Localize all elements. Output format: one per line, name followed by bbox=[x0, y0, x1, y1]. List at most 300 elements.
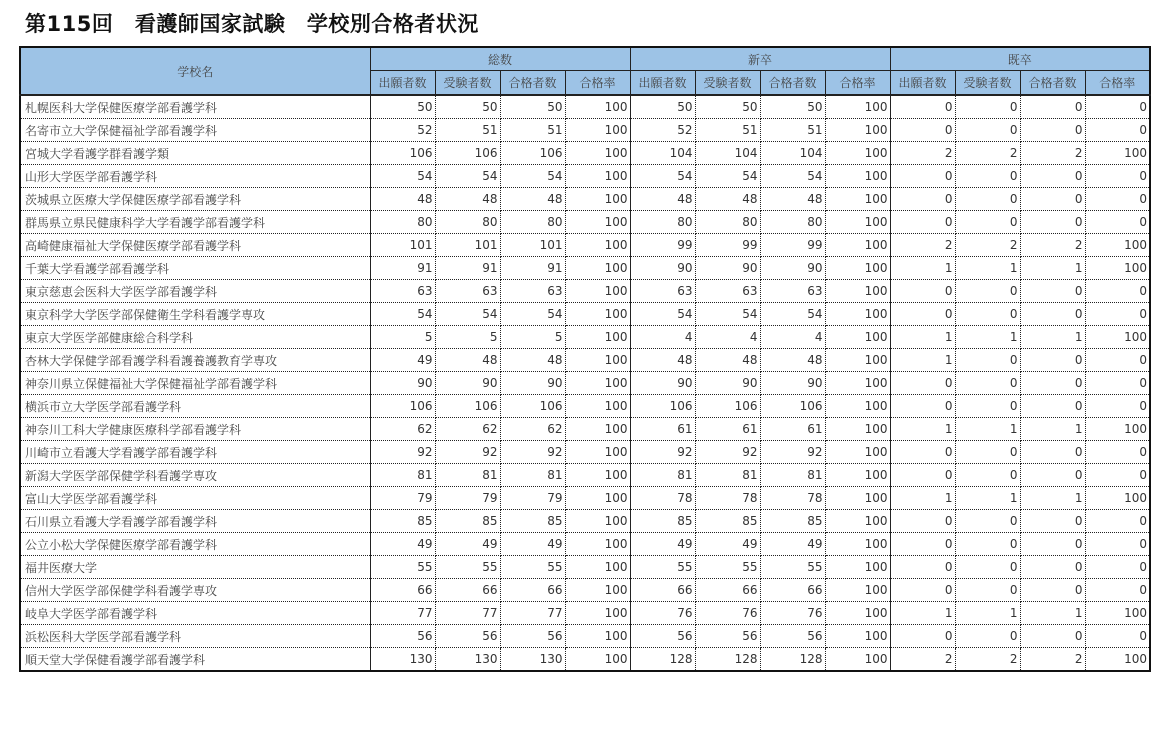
total-examinees-cell: 63 bbox=[435, 280, 500, 303]
new-passers-cell: 78 bbox=[760, 487, 825, 510]
new-pass-rate-cell: 100 bbox=[825, 95, 890, 119]
school-name-cell: 名寄市立大学保健福祉学部看護学科 bbox=[20, 119, 370, 142]
prev-passers-cell: 1 bbox=[1020, 487, 1085, 510]
new-applicants-cell: 56 bbox=[630, 625, 695, 648]
prev-examinees-cell: 0 bbox=[955, 533, 1020, 556]
total-applicants-cell: 101 bbox=[370, 234, 435, 257]
prev-applicants-cell: 0 bbox=[890, 533, 955, 556]
prev-passers-cell: 0 bbox=[1020, 372, 1085, 395]
total-examinees-cell: 51 bbox=[435, 119, 500, 142]
prev-applicants-cell: 0 bbox=[890, 510, 955, 533]
new-applicants-cell: 50 bbox=[630, 95, 695, 119]
school-name-header: 学校名 bbox=[20, 47, 370, 95]
total-examinees-cell: 48 bbox=[435, 349, 500, 372]
total-applicants-cell: 49 bbox=[370, 533, 435, 556]
table-row bbox=[20, 234, 1150, 257]
total-pass-rate-cell: 100 bbox=[565, 280, 630, 303]
school-name-cell: 岐阜大学医学部看護学科 bbox=[20, 602, 370, 625]
new-applicants-cell: 49 bbox=[630, 533, 695, 556]
new-applicants-cell: 99 bbox=[630, 234, 695, 257]
new-pass-rate-cell: 100 bbox=[825, 487, 890, 510]
table-row bbox=[20, 510, 1150, 533]
column-header-previous-grad-examinees: 受験者数 bbox=[955, 71, 1020, 96]
new-applicants-cell: 90 bbox=[630, 257, 695, 280]
prev-passers-cell: 0 bbox=[1020, 510, 1085, 533]
new-examinees-cell: 76 bbox=[695, 602, 760, 625]
new-pass-rate-cell: 100 bbox=[825, 326, 890, 349]
total-passers-cell: 101 bbox=[500, 234, 565, 257]
new-pass-rate-cell: 100 bbox=[825, 602, 890, 625]
column-header-total-pass-rate: 合格率 bbox=[565, 71, 630, 96]
prev-examinees-cell: 0 bbox=[955, 579, 1020, 602]
prev-passers-cell: 2 bbox=[1020, 648, 1085, 672]
total-applicants-cell: 130 bbox=[370, 648, 435, 672]
prev-passers-cell: 0 bbox=[1020, 349, 1085, 372]
prev-examinees-cell: 0 bbox=[955, 556, 1020, 579]
total-examinees-cell: 81 bbox=[435, 464, 500, 487]
total-pass-rate-cell: 100 bbox=[565, 464, 630, 487]
new-applicants-cell: 52 bbox=[630, 119, 695, 142]
table-row bbox=[20, 349, 1150, 372]
prev-pass-rate-cell: 100 bbox=[1085, 326, 1150, 349]
new-examinees-cell: 99 bbox=[695, 234, 760, 257]
new-pass-rate-cell: 100 bbox=[825, 280, 890, 303]
prev-pass-rate-cell: 100 bbox=[1085, 487, 1150, 510]
total-passers-cell: 90 bbox=[500, 372, 565, 395]
total-pass-rate-cell: 100 bbox=[565, 95, 630, 119]
total-examinees-cell: 49 bbox=[435, 533, 500, 556]
column-header-total-examinees: 受験者数 bbox=[435, 71, 500, 96]
new-pass-rate-cell: 100 bbox=[825, 257, 890, 280]
new-passers-cell: 48 bbox=[760, 188, 825, 211]
prev-examinees-cell: 0 bbox=[955, 303, 1020, 326]
new-pass-rate-cell: 100 bbox=[825, 579, 890, 602]
prev-examinees-cell: 0 bbox=[955, 119, 1020, 142]
prev-examinees-cell: 0 bbox=[955, 95, 1020, 119]
total-passers-cell: 130 bbox=[500, 648, 565, 672]
prev-applicants-cell: 0 bbox=[890, 464, 955, 487]
table-row bbox=[20, 142, 1150, 165]
total-passers-cell: 50 bbox=[500, 95, 565, 119]
new-passers-cell: 61 bbox=[760, 418, 825, 441]
column-header-total-passers: 合格者数 bbox=[500, 71, 565, 96]
new-pass-rate-cell: 100 bbox=[825, 648, 890, 672]
table-row bbox=[20, 487, 1150, 510]
new-examinees-cell: 128 bbox=[695, 648, 760, 672]
prev-passers-cell: 0 bbox=[1020, 303, 1085, 326]
group-header-previous-grad: 既卒 bbox=[890, 47, 1150, 71]
new-passers-cell: 81 bbox=[760, 464, 825, 487]
total-applicants-cell: 54 bbox=[370, 165, 435, 188]
prev-applicants-cell: 0 bbox=[890, 441, 955, 464]
school-name-cell: 東京慈恵会医科大学医学部看護学科 bbox=[20, 280, 370, 303]
new-applicants-cell: 48 bbox=[630, 349, 695, 372]
total-applicants-cell: 92 bbox=[370, 441, 435, 464]
school-name-cell: 順天堂大学保健看護学部看護学科 bbox=[20, 648, 370, 672]
total-applicants-cell: 48 bbox=[370, 188, 435, 211]
prev-passers-cell: 1 bbox=[1020, 326, 1085, 349]
total-examinees-cell: 91 bbox=[435, 257, 500, 280]
prev-pass-rate-cell: 0 bbox=[1085, 510, 1150, 533]
new-examinees-cell: 104 bbox=[695, 142, 760, 165]
new-passers-cell: 51 bbox=[760, 119, 825, 142]
new-examinees-cell: 61 bbox=[695, 418, 760, 441]
prev-pass-rate-cell: 0 bbox=[1085, 556, 1150, 579]
total-passers-cell: 80 bbox=[500, 211, 565, 234]
new-applicants-cell: 104 bbox=[630, 142, 695, 165]
school-name-cell: 公立小松大学保健医療学部看護学科 bbox=[20, 533, 370, 556]
new-applicants-cell: 92 bbox=[630, 441, 695, 464]
prev-passers-cell: 2 bbox=[1020, 142, 1085, 165]
table-row bbox=[20, 556, 1150, 579]
prev-applicants-cell: 1 bbox=[890, 257, 955, 280]
new-pass-rate-cell: 100 bbox=[825, 395, 890, 418]
new-applicants-cell: 128 bbox=[630, 648, 695, 672]
new-applicants-cell: 54 bbox=[630, 165, 695, 188]
prev-applicants-cell: 0 bbox=[890, 303, 955, 326]
total-pass-rate-cell: 100 bbox=[565, 533, 630, 556]
new-applicants-cell: 78 bbox=[630, 487, 695, 510]
prev-pass-rate-cell: 0 bbox=[1085, 464, 1150, 487]
total-pass-rate-cell: 100 bbox=[565, 625, 630, 648]
total-passers-cell: 54 bbox=[500, 303, 565, 326]
group-header-new-grad: 新卒 bbox=[630, 47, 890, 71]
prev-applicants-cell: 0 bbox=[890, 556, 955, 579]
school-name-cell: 富山大学医学部看護学科 bbox=[20, 487, 370, 510]
total-pass-rate-cell: 100 bbox=[565, 349, 630, 372]
total-examinees-cell: 79 bbox=[435, 487, 500, 510]
new-examinees-cell: 54 bbox=[695, 165, 760, 188]
column-header-previous-grad-pass-rate: 合格率 bbox=[1085, 71, 1150, 96]
prev-examinees-cell: 2 bbox=[955, 142, 1020, 165]
prev-pass-rate-cell: 0 bbox=[1085, 395, 1150, 418]
total-examinees-cell: 55 bbox=[435, 556, 500, 579]
prev-passers-cell: 0 bbox=[1020, 165, 1085, 188]
new-passers-cell: 80 bbox=[760, 211, 825, 234]
total-passers-cell: 79 bbox=[500, 487, 565, 510]
new-passers-cell: 104 bbox=[760, 142, 825, 165]
prev-examinees-cell: 1 bbox=[955, 487, 1020, 510]
total-passers-cell: 48 bbox=[500, 349, 565, 372]
school-name-cell: 東京科学大学医学部保健衛生学科看護学専攻 bbox=[20, 303, 370, 326]
total-applicants-cell: 49 bbox=[370, 349, 435, 372]
table-row bbox=[20, 464, 1150, 487]
total-examinees-cell: 106 bbox=[435, 142, 500, 165]
prev-pass-rate-cell: 0 bbox=[1085, 533, 1150, 556]
prev-examinees-cell: 0 bbox=[955, 372, 1020, 395]
prev-applicants-cell: 0 bbox=[890, 395, 955, 418]
total-pass-rate-cell: 100 bbox=[565, 441, 630, 464]
prev-applicants-cell: 0 bbox=[890, 579, 955, 602]
prev-examinees-cell: 1 bbox=[955, 326, 1020, 349]
school-name-cell: 山形大学医学部看護学科 bbox=[20, 165, 370, 188]
total-pass-rate-cell: 100 bbox=[565, 234, 630, 257]
school-name-cell: 神奈川県立保健福祉大学保健福祉学部看護学科 bbox=[20, 372, 370, 395]
school-name-cell: 石川県立看護大学看護学部看護学科 bbox=[20, 510, 370, 533]
new-examinees-cell: 80 bbox=[695, 211, 760, 234]
total-examinees-cell: 85 bbox=[435, 510, 500, 533]
total-passers-cell: 54 bbox=[500, 165, 565, 188]
prev-pass-rate-cell: 0 bbox=[1085, 349, 1150, 372]
new-examinees-cell: 85 bbox=[695, 510, 760, 533]
results-table bbox=[19, 46, 1151, 672]
total-passers-cell: 92 bbox=[500, 441, 565, 464]
new-passers-cell: 54 bbox=[760, 303, 825, 326]
new-examinees-cell: 48 bbox=[695, 349, 760, 372]
new-applicants-cell: 81 bbox=[630, 464, 695, 487]
total-applicants-cell: 79 bbox=[370, 487, 435, 510]
school-name-cell: 茨城県立医療大学保健医療学部看護学科 bbox=[20, 188, 370, 211]
total-applicants-cell: 56 bbox=[370, 625, 435, 648]
prev-examinees-cell: 2 bbox=[955, 648, 1020, 672]
total-examinees-cell: 56 bbox=[435, 625, 500, 648]
new-passers-cell: 90 bbox=[760, 257, 825, 280]
table-row bbox=[20, 211, 1150, 234]
new-examinees-cell: 66 bbox=[695, 579, 760, 602]
prev-applicants-cell: 0 bbox=[890, 625, 955, 648]
total-examinees-cell: 48 bbox=[435, 188, 500, 211]
prev-applicants-cell: 0 bbox=[890, 211, 955, 234]
new-pass-rate-cell: 100 bbox=[825, 119, 890, 142]
new-pass-rate-cell: 100 bbox=[825, 142, 890, 165]
total-applicants-cell: 90 bbox=[370, 372, 435, 395]
new-applicants-cell: 76 bbox=[630, 602, 695, 625]
new-passers-cell: 85 bbox=[760, 510, 825, 533]
total-examinees-cell: 5 bbox=[435, 326, 500, 349]
total-pass-rate-cell: 100 bbox=[565, 142, 630, 165]
prev-examinees-cell: 0 bbox=[955, 165, 1020, 188]
prev-passers-cell: 0 bbox=[1020, 579, 1085, 602]
total-pass-rate-cell: 100 bbox=[565, 579, 630, 602]
table-row bbox=[20, 303, 1150, 326]
prev-passers-cell: 2 bbox=[1020, 234, 1085, 257]
total-applicants-cell: 5 bbox=[370, 326, 435, 349]
new-pass-rate-cell: 100 bbox=[825, 418, 890, 441]
new-examinees-cell: 63 bbox=[695, 280, 760, 303]
new-pass-rate-cell: 100 bbox=[825, 441, 890, 464]
new-examinees-cell: 56 bbox=[695, 625, 760, 648]
new-passers-cell: 56 bbox=[760, 625, 825, 648]
prev-examinees-cell: 1 bbox=[955, 418, 1020, 441]
total-examinees-cell: 92 bbox=[435, 441, 500, 464]
school-name-cell: 千葉大学看護学部看護学科 bbox=[20, 257, 370, 280]
school-name-cell: 東京大学医学部健康総合科学科 bbox=[20, 326, 370, 349]
total-pass-rate-cell: 100 bbox=[565, 418, 630, 441]
new-applicants-cell: 54 bbox=[630, 303, 695, 326]
total-applicants-cell: 54 bbox=[370, 303, 435, 326]
new-passers-cell: 48 bbox=[760, 349, 825, 372]
total-pass-rate-cell: 100 bbox=[565, 510, 630, 533]
total-examinees-cell: 90 bbox=[435, 372, 500, 395]
new-pass-rate-cell: 100 bbox=[825, 211, 890, 234]
prev-applicants-cell: 2 bbox=[890, 142, 955, 165]
total-examinees-cell: 50 bbox=[435, 95, 500, 119]
new-pass-rate-cell: 100 bbox=[825, 349, 890, 372]
column-header-new-grad-applicants: 出願者数 bbox=[630, 71, 695, 96]
new-examinees-cell: 90 bbox=[695, 257, 760, 280]
new-pass-rate-cell: 100 bbox=[825, 234, 890, 257]
column-header-new-grad-pass-rate: 合格率 bbox=[825, 71, 890, 96]
new-passers-cell: 54 bbox=[760, 165, 825, 188]
new-pass-rate-cell: 100 bbox=[825, 165, 890, 188]
total-applicants-cell: 91 bbox=[370, 257, 435, 280]
total-pass-rate-cell: 100 bbox=[565, 165, 630, 188]
total-applicants-cell: 50 bbox=[370, 95, 435, 119]
table-row bbox=[20, 95, 1150, 119]
total-pass-rate-cell: 100 bbox=[565, 119, 630, 142]
prev-pass-rate-cell: 0 bbox=[1085, 188, 1150, 211]
new-pass-rate-cell: 100 bbox=[825, 556, 890, 579]
table-row bbox=[20, 533, 1150, 556]
new-examinees-cell: 78 bbox=[695, 487, 760, 510]
prev-pass-rate-cell: 0 bbox=[1085, 95, 1150, 119]
total-examinees-cell: 101 bbox=[435, 234, 500, 257]
table-row bbox=[20, 602, 1150, 625]
total-applicants-cell: 62 bbox=[370, 418, 435, 441]
prev-passers-cell: 0 bbox=[1020, 625, 1085, 648]
table-row bbox=[20, 280, 1150, 303]
new-examinees-cell: 51 bbox=[695, 119, 760, 142]
new-passers-cell: 49 bbox=[760, 533, 825, 556]
table-row bbox=[20, 579, 1150, 602]
prev-passers-cell: 0 bbox=[1020, 464, 1085, 487]
column-header-new-grad-examinees: 受験者数 bbox=[695, 71, 760, 96]
new-passers-cell: 106 bbox=[760, 395, 825, 418]
prev-applicants-cell: 1 bbox=[890, 326, 955, 349]
prev-pass-rate-cell: 100 bbox=[1085, 234, 1150, 257]
prev-pass-rate-cell: 100 bbox=[1085, 648, 1150, 672]
new-passers-cell: 128 bbox=[760, 648, 825, 672]
new-applicants-cell: 66 bbox=[630, 579, 695, 602]
prev-pass-rate-cell: 0 bbox=[1085, 211, 1150, 234]
new-applicants-cell: 85 bbox=[630, 510, 695, 533]
new-applicants-cell: 63 bbox=[630, 280, 695, 303]
prev-applicants-cell: 2 bbox=[890, 234, 955, 257]
total-applicants-cell: 52 bbox=[370, 119, 435, 142]
prev-examinees-cell: 0 bbox=[955, 625, 1020, 648]
new-examinees-cell: 55 bbox=[695, 556, 760, 579]
total-pass-rate-cell: 100 bbox=[565, 326, 630, 349]
total-passers-cell: 56 bbox=[500, 625, 565, 648]
total-passers-cell: 51 bbox=[500, 119, 565, 142]
total-examinees-cell: 66 bbox=[435, 579, 500, 602]
prev-pass-rate-cell: 0 bbox=[1085, 441, 1150, 464]
school-name-cell: 高崎健康福祉大学保健医療学部看護学科 bbox=[20, 234, 370, 257]
total-applicants-cell: 55 bbox=[370, 556, 435, 579]
total-pass-rate-cell: 100 bbox=[565, 372, 630, 395]
total-applicants-cell: 106 bbox=[370, 395, 435, 418]
total-applicants-cell: 63 bbox=[370, 280, 435, 303]
total-examinees-cell: 54 bbox=[435, 303, 500, 326]
new-examinees-cell: 48 bbox=[695, 188, 760, 211]
prev-pass-rate-cell: 0 bbox=[1085, 165, 1150, 188]
table-row bbox=[20, 418, 1150, 441]
prev-applicants-cell: 1 bbox=[890, 487, 955, 510]
total-applicants-cell: 66 bbox=[370, 579, 435, 602]
new-applicants-cell: 55 bbox=[630, 556, 695, 579]
page-title: 第115回 看護師国家試験 学校別合格者状況 bbox=[25, 12, 479, 36]
prev-examinees-cell: 0 bbox=[955, 211, 1020, 234]
table-row bbox=[20, 257, 1150, 280]
school-name-cell: 横浜市立大学医学部看護学科 bbox=[20, 395, 370, 418]
school-name-cell: 浜松医科大学医学部看護学科 bbox=[20, 625, 370, 648]
school-name-cell: 杏林大学保健学部看護学科看護養護教育学専攻 bbox=[20, 349, 370, 372]
total-examinees-cell: 54 bbox=[435, 165, 500, 188]
total-passers-cell: 55 bbox=[500, 556, 565, 579]
prev-passers-cell: 0 bbox=[1020, 556, 1085, 579]
total-pass-rate-cell: 100 bbox=[565, 487, 630, 510]
prev-passers-cell: 0 bbox=[1020, 188, 1085, 211]
prev-passers-cell: 0 bbox=[1020, 119, 1085, 142]
total-pass-rate-cell: 100 bbox=[565, 303, 630, 326]
prev-applicants-cell: 2 bbox=[890, 648, 955, 672]
prev-examinees-cell: 0 bbox=[955, 188, 1020, 211]
new-examinees-cell: 81 bbox=[695, 464, 760, 487]
prev-passers-cell: 0 bbox=[1020, 533, 1085, 556]
prev-pass-rate-cell: 100 bbox=[1085, 257, 1150, 280]
prev-examinees-cell: 1 bbox=[955, 257, 1020, 280]
total-pass-rate-cell: 100 bbox=[565, 188, 630, 211]
column-header-previous-grad-applicants: 出願者数 bbox=[890, 71, 955, 96]
total-passers-cell: 91 bbox=[500, 257, 565, 280]
prev-examinees-cell: 0 bbox=[955, 280, 1020, 303]
total-passers-cell: 49 bbox=[500, 533, 565, 556]
new-examinees-cell: 54 bbox=[695, 303, 760, 326]
new-pass-rate-cell: 100 bbox=[825, 188, 890, 211]
total-pass-rate-cell: 100 bbox=[565, 602, 630, 625]
total-examinees-cell: 106 bbox=[435, 395, 500, 418]
prev-examinees-cell: 0 bbox=[955, 464, 1020, 487]
prev-examinees-cell: 0 bbox=[955, 510, 1020, 533]
total-passers-cell: 85 bbox=[500, 510, 565, 533]
new-applicants-cell: 80 bbox=[630, 211, 695, 234]
table-row bbox=[20, 648, 1150, 672]
new-passers-cell: 63 bbox=[760, 280, 825, 303]
column-header-previous-grad-passers: 合格者数 bbox=[1020, 71, 1085, 96]
total-pass-rate-cell: 100 bbox=[565, 211, 630, 234]
new-pass-rate-cell: 100 bbox=[825, 303, 890, 326]
prev-applicants-cell: 0 bbox=[890, 165, 955, 188]
new-examinees-cell: 106 bbox=[695, 395, 760, 418]
prev-pass-rate-cell: 100 bbox=[1085, 142, 1150, 165]
prev-applicants-cell: 0 bbox=[890, 280, 955, 303]
prev-applicants-cell: 1 bbox=[890, 349, 955, 372]
prev-pass-rate-cell: 0 bbox=[1085, 372, 1150, 395]
prev-applicants-cell: 1 bbox=[890, 602, 955, 625]
school-name-cell: 川崎市立看護大学看護学部看護学科 bbox=[20, 441, 370, 464]
prev-pass-rate-cell: 0 bbox=[1085, 625, 1150, 648]
new-examinees-cell: 50 bbox=[695, 95, 760, 119]
table-row bbox=[20, 326, 1150, 349]
prev-examinees-cell: 0 bbox=[955, 395, 1020, 418]
new-passers-cell: 76 bbox=[760, 602, 825, 625]
prev-applicants-cell: 0 bbox=[890, 372, 955, 395]
new-examinees-cell: 4 bbox=[695, 326, 760, 349]
total-passers-cell: 5 bbox=[500, 326, 565, 349]
school-name-cell: 福井医療大学 bbox=[20, 556, 370, 579]
table-row bbox=[20, 165, 1150, 188]
column-header-new-grad-passers: 合格者数 bbox=[760, 71, 825, 96]
prev-pass-rate-cell: 100 bbox=[1085, 418, 1150, 441]
total-passers-cell: 66 bbox=[500, 579, 565, 602]
school-name-cell: 群馬県立県民健康科学大学看護学部看護学科 bbox=[20, 211, 370, 234]
new-applicants-cell: 61 bbox=[630, 418, 695, 441]
new-passers-cell: 55 bbox=[760, 556, 825, 579]
school-name-cell: 札幌医科大学保健医療学部看護学科 bbox=[20, 95, 370, 119]
new-applicants-cell: 48 bbox=[630, 188, 695, 211]
school-name-cell: 新潟大学医学部保健学科看護学専攻 bbox=[20, 464, 370, 487]
table-row bbox=[20, 119, 1150, 142]
